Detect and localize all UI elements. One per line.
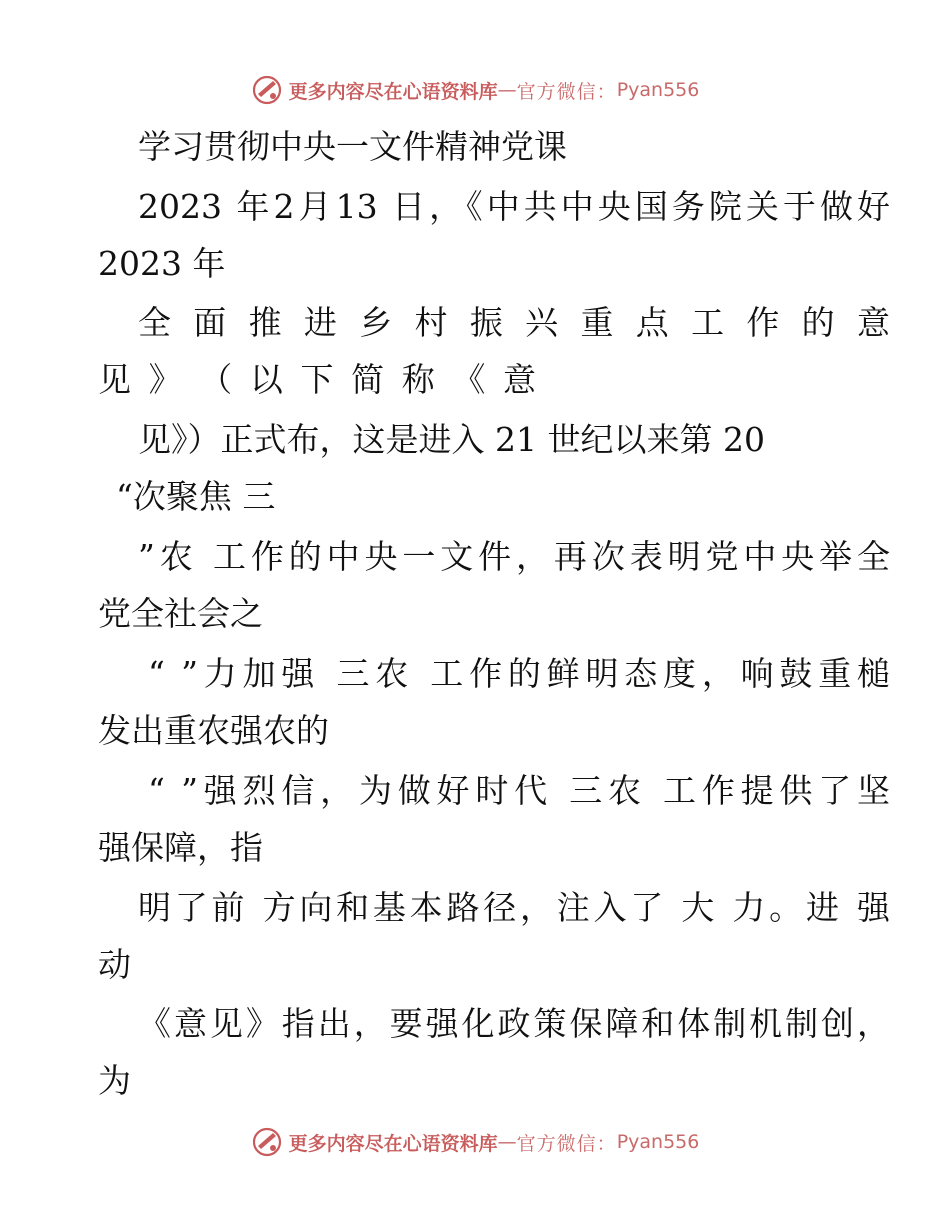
doc-line: 为 xyxy=(98,1061,131,1100)
watermark-separator: — xyxy=(497,79,517,101)
doc-line: “ ”强烈信，为做好时代 三农 工作提供了坚 xyxy=(148,771,890,810)
brand-logo-icon xyxy=(251,1126,283,1158)
watermark-official-label: 官方微信： xyxy=(516,1132,617,1155)
doc-line: 明了前 方向和基本路径，注入了 大 力。进 强 xyxy=(138,888,890,927)
doc-line: 发出重农强农的 xyxy=(98,711,329,750)
doc-line: 《意见》指出，要强化政策保障和体制机制创， xyxy=(138,1004,890,1043)
watermark-official-label: 官方微信： xyxy=(516,80,617,103)
watermark-wechat-id: Pyan556 xyxy=(616,79,700,101)
watermark-separator: — xyxy=(497,1131,517,1153)
doc-line: 见》）正式布，这是进入 21 世纪以来第 20 xyxy=(138,420,765,459)
doc-line: 见 》 （ 以 下 简 称 《 意 xyxy=(98,360,536,399)
doc-line: 强保障，指 xyxy=(98,828,263,867)
doc-line: 动 xyxy=(98,945,131,984)
doc-title: 学习贯彻中央一文件精神党课 xyxy=(138,127,567,166)
footer-watermark xyxy=(0,1124,950,1160)
doc-line: “次聚焦 三 xyxy=(116,477,276,516)
doc-line: 2023 年2月13 日，《中共中央国务院关于做好 xyxy=(138,187,890,226)
doc-line: 2023 年 xyxy=(98,244,226,283)
doc-line: 党全社会之 xyxy=(98,594,263,633)
watermark-brand: 更多内容尽在心语资料库 xyxy=(288,1132,498,1155)
watermark-wechat-id: Pyan556 xyxy=(616,1131,700,1153)
doc-line: “ ”力加强 三农 工作的鲜明态度，响鼓重槌 xyxy=(148,654,890,693)
doc-line: 全 面 推 进 乡 村 振 兴 重 点 工 作 的 意 xyxy=(138,303,890,342)
doc-line: ”农 工作的中央一文件，再次表明党中央举全 xyxy=(138,537,890,576)
watermark-brand: 更多内容尽在心语资料库 xyxy=(288,80,498,103)
